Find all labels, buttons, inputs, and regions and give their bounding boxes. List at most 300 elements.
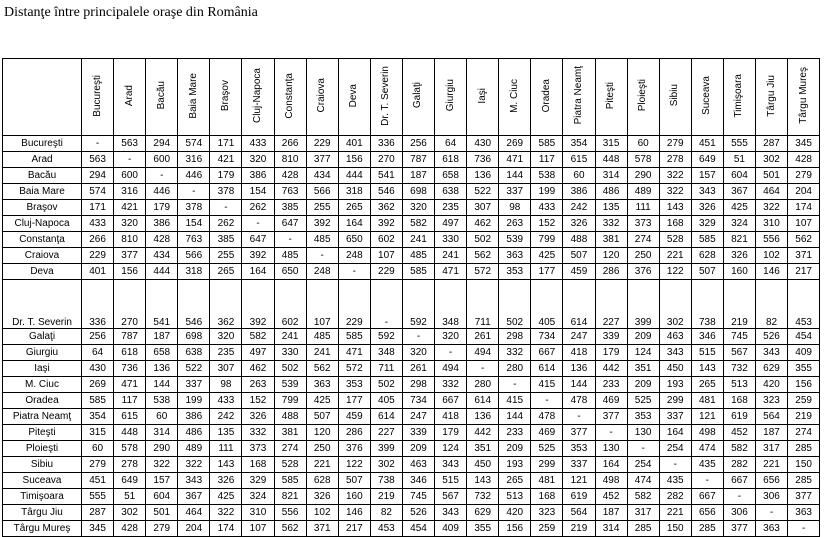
distance-cell: 425 — [723, 200, 755, 216]
distance-cell: 629 — [467, 505, 499, 521]
distance-cell: 562 — [788, 232, 820, 248]
distance-cell: 454 — [788, 329, 820, 345]
distance-cell: 152 — [531, 216, 563, 232]
distance-cell: - — [242, 216, 274, 232]
distance-cell: - — [788, 521, 820, 537]
distance-cell: 353 — [338, 377, 370, 393]
distance-cell: 392 — [242, 248, 274, 264]
distance-cell: 373 — [627, 216, 659, 232]
distance-cell: 174 — [210, 521, 242, 537]
row-header: Baia Mare — [3, 184, 82, 200]
distance-cell: 136 — [563, 361, 595, 377]
distance-cell: 526 — [755, 329, 787, 345]
distance-cell: 430 — [82, 361, 114, 377]
distance-cell: 647 — [242, 232, 274, 248]
distance-cell: 168 — [659, 216, 691, 232]
distance-cell: 329 — [691, 216, 723, 232]
distance-cell: 658 — [435, 168, 467, 184]
row-header: Sibiu — [3, 457, 82, 473]
distance-cell: 600 — [146, 152, 178, 168]
distance-cell: 563 — [114, 136, 146, 152]
distance-cell: 392 — [242, 280, 274, 329]
distance-cell: 602 — [274, 280, 306, 329]
distance-cell: 130 — [627, 425, 659, 441]
distance-cell: - — [82, 136, 114, 152]
distance-cell: 242 — [563, 200, 595, 216]
distance-cell: 363 — [499, 248, 531, 264]
distance-cell: 572 — [467, 264, 499, 280]
distance-cell: 698 — [402, 184, 434, 200]
distance-cell: 469 — [531, 425, 563, 441]
distance-cell: 566 — [178, 248, 210, 264]
distance-cell: 409 — [435, 521, 467, 537]
distance-cell: 502 — [274, 361, 306, 377]
distance-cell: 821 — [723, 232, 755, 248]
distance-cell: 135 — [595, 200, 627, 216]
distance-cell: - — [210, 200, 242, 216]
distance-cell: 415 — [531, 377, 563, 393]
table-row — [3, 168, 820, 184]
distance-cell: 227 — [370, 425, 402, 441]
distance-cell: 649 — [114, 473, 146, 489]
distance-cell: 107 — [788, 216, 820, 232]
distance-cell: 399 — [370, 441, 402, 457]
column-header-label: Sibiu — [669, 84, 681, 107]
distance-cell: 486 — [595, 184, 627, 200]
table-row — [3, 489, 820, 505]
distance-cell: 450 — [467, 457, 499, 473]
distance-cell: 157 — [146, 473, 178, 489]
row-header: M. Ciuc — [3, 377, 82, 393]
distance-cell: 428 — [788, 152, 820, 168]
distance-cell: 481 — [531, 473, 563, 489]
distance-cell: 444 — [146, 264, 178, 280]
distance-cell: 425 — [210, 489, 242, 505]
distance-cell: 452 — [723, 425, 755, 441]
distance-cell: 285 — [627, 521, 659, 537]
column-header — [210, 59, 242, 136]
distance-cell: 336 — [82, 280, 114, 329]
distance-cell: 122 — [659, 264, 691, 280]
distance-cell: 433 — [531, 200, 563, 216]
column-header-label: Galaţi — [412, 82, 424, 109]
distance-cell: 462 — [242, 361, 274, 377]
distance-cell: - — [467, 361, 499, 377]
table-row — [3, 280, 820, 329]
distance-cell: 82 — [370, 505, 402, 521]
distance-cell: 650 — [338, 232, 370, 248]
distance-cell: 373 — [242, 441, 274, 457]
distance-cell: 282 — [723, 457, 755, 473]
distance-cell: 763 — [274, 184, 306, 200]
distance-cell: 474 — [627, 473, 659, 489]
column-header-label: Ploieşti — [637, 79, 649, 112]
table-row — [3, 393, 820, 409]
row-header: Dr. T. Severin — [3, 280, 82, 329]
distance-cell: 453 — [788, 280, 820, 329]
distance-cell: 444 — [338, 168, 370, 184]
distance-cell: 471 — [338, 345, 370, 361]
distance-cell: 278 — [114, 457, 146, 473]
distance-cell: 287 — [755, 136, 787, 152]
distance-cell: 274 — [788, 425, 820, 441]
distance-cell: 143 — [659, 200, 691, 216]
distance-cell: 428 — [114, 521, 146, 537]
distance-cell: 199 — [178, 393, 210, 409]
distance-cell: 261 — [467, 329, 499, 345]
distance-cell: 647 — [274, 216, 306, 232]
distance-cell: 386 — [178, 409, 210, 425]
distance-cell: - — [370, 280, 402, 329]
distance-cell: 336 — [370, 136, 402, 152]
distance-cell: 254 — [659, 441, 691, 457]
distance-cell: 286 — [338, 425, 370, 441]
distance-cell: 315 — [595, 136, 627, 152]
distance-cell: 502 — [467, 232, 499, 248]
distance-cell: 339 — [402, 425, 434, 441]
table-row — [3, 361, 820, 377]
distance-cell: 618 — [114, 345, 146, 361]
distance-cell: 377 — [114, 248, 146, 264]
distance-cell: 326 — [563, 216, 595, 232]
distance-cell: 353 — [627, 409, 659, 425]
distance-cell: 286 — [595, 264, 627, 280]
distance-cell: 256 — [402, 136, 434, 152]
distance-cell: 585 — [82, 393, 114, 409]
distance-cell: 290 — [146, 441, 178, 457]
distance-cell: 362 — [370, 200, 402, 216]
distance-cell: 799 — [531, 232, 563, 248]
distance-cell: 420 — [755, 377, 787, 393]
distance-cell: 337 — [178, 377, 210, 393]
column-header — [338, 59, 370, 136]
distance-cell: 446 — [146, 184, 178, 200]
distance-cell: 381 — [595, 232, 627, 248]
distance-cell: 64 — [435, 136, 467, 152]
distance-cell: 150 — [788, 457, 820, 473]
distance-cell: 262 — [242, 200, 274, 216]
distance-cell: 143 — [691, 361, 723, 377]
table-row — [3, 441, 820, 457]
distance-cell: - — [755, 505, 787, 521]
distance-cell: 433 — [242, 136, 274, 152]
distance-cell: 136 — [467, 409, 499, 425]
distance-cell: 471 — [114, 377, 146, 393]
column-header-label: Târgu Jiu — [765, 74, 777, 117]
distance-cell: 254 — [627, 457, 659, 473]
distance-cell: 209 — [402, 441, 434, 457]
distance-cell: 763 — [178, 232, 210, 248]
distance-cell: 442 — [467, 425, 499, 441]
corner-cell — [3, 59, 82, 136]
distance-cell: 502 — [499, 280, 531, 329]
distance-cell: 420 — [499, 505, 531, 521]
row-header: Giurgiu — [3, 345, 82, 361]
column-header — [467, 59, 499, 136]
distance-cell: 60 — [146, 409, 178, 425]
distance-cell: 143 — [210, 457, 242, 473]
distance-cell: 562 — [306, 361, 338, 377]
distance-cell: - — [531, 393, 563, 409]
distance-cell: 556 — [755, 232, 787, 248]
distance-cell: 241 — [435, 248, 467, 264]
distance-cell: 171 — [210, 136, 242, 152]
distance-cell: 217 — [788, 264, 820, 280]
column-header — [627, 59, 659, 136]
distance-cell: 732 — [467, 489, 499, 505]
distance-cell: 451 — [82, 473, 114, 489]
table-row — [3, 505, 820, 521]
distance-cell: 738 — [370, 473, 402, 489]
distance-cell: 415 — [499, 393, 531, 409]
distance-cell: 522 — [467, 184, 499, 200]
distance-cell: 256 — [82, 329, 114, 345]
row-header: Târgu Mureş — [3, 521, 82, 537]
distance-cell: 221 — [659, 505, 691, 521]
distance-cell: 298 — [499, 329, 531, 345]
distance-cell: 229 — [370, 264, 402, 280]
distance-cell: 156 — [338, 152, 370, 168]
column-header-label: Cluj-Napoca — [252, 67, 264, 124]
distance-cell: 381 — [274, 425, 306, 441]
table-row — [3, 136, 820, 152]
distance-cell: 371 — [788, 248, 820, 264]
distance-cell: 376 — [627, 264, 659, 280]
distance-cell: 377 — [595, 409, 627, 425]
column-header-label: Piatra Neamţ — [572, 66, 584, 125]
column-header — [146, 59, 178, 136]
distance-cell: 471 — [499, 152, 531, 168]
distance-cell: 602 — [370, 232, 402, 248]
distance-cell: 306 — [755, 489, 787, 505]
distance-cell: 585 — [531, 136, 563, 152]
distance-cell: 459 — [338, 409, 370, 425]
distance-cell: 489 — [178, 441, 210, 457]
row-header: Oradea — [3, 393, 82, 409]
distance-cell: 355 — [467, 521, 499, 537]
distance-cell: 667 — [723, 473, 755, 489]
column-header — [563, 59, 595, 136]
distance-cell: 448 — [595, 152, 627, 168]
distance-cell: 485 — [306, 329, 338, 345]
distance-cell: 221 — [659, 248, 691, 264]
distance-cell: 287 — [82, 505, 114, 521]
distance-cell: 539 — [499, 232, 531, 248]
distance-cell: 526 — [402, 505, 434, 521]
distance-cell: 265 — [210, 264, 242, 280]
distance-cell: 629 — [755, 361, 787, 377]
distance-cell: 64 — [82, 345, 114, 361]
distance-cell: 428 — [274, 168, 306, 184]
distance-cell: 821 — [274, 489, 306, 505]
distance-cell: 585 — [338, 329, 370, 345]
distance-cell: 326 — [691, 200, 723, 216]
distance-cell: 353 — [563, 441, 595, 457]
distance-cell: 241 — [274, 329, 306, 345]
distance-cell: 322 — [178, 457, 210, 473]
table-row — [3, 457, 820, 473]
distance-cell: 430 — [467, 136, 499, 152]
row-header: Braşov — [3, 200, 82, 216]
column-header — [755, 59, 787, 136]
distance-cell: 507 — [306, 409, 338, 425]
distance-cell: 528 — [659, 232, 691, 248]
distance-cell: 247 — [402, 409, 434, 425]
distance-cell: 507 — [338, 473, 370, 489]
distance-cell: 219 — [370, 489, 402, 505]
distance-cell: 488 — [563, 232, 595, 248]
row-header: Bucureşti — [3, 136, 82, 152]
distance-cell: 107 — [242, 521, 274, 537]
distance-cell: 405 — [531, 280, 563, 329]
distance-cell: 515 — [435, 473, 467, 489]
distance-cell: 582 — [242, 329, 274, 345]
distance-cell: 255 — [306, 200, 338, 216]
distance-cell: 614 — [467, 393, 499, 409]
column-header — [435, 59, 467, 136]
column-header — [723, 59, 755, 136]
distance-cell: 326 — [723, 248, 755, 264]
distance-cell: 332 — [435, 377, 467, 393]
distance-cell: 121 — [691, 409, 723, 425]
distance-cell: 592 — [370, 329, 402, 345]
distance-cell: 314 — [595, 521, 627, 537]
distance-cell: 144 — [146, 377, 178, 393]
distance-cell: 318 — [178, 264, 210, 280]
distance-cell: 498 — [691, 425, 723, 441]
distance-cell: 562 — [467, 248, 499, 264]
distance-cell: 541 — [146, 280, 178, 329]
column-header — [114, 59, 146, 136]
distance-cell: 269 — [499, 136, 531, 152]
distance-cell: 298 — [402, 377, 434, 393]
distance-cell: 168 — [723, 393, 755, 409]
distance-cell: 555 — [82, 489, 114, 505]
distance-cell: 174 — [788, 200, 820, 216]
distance-cell: 592 — [402, 280, 434, 329]
distance-cell: 248 — [306, 264, 338, 280]
distance-cell: 122 — [338, 457, 370, 473]
distance-cell: 326 — [210, 473, 242, 489]
distance-cell: 453 — [370, 521, 402, 537]
distance-cell: 377 — [723, 521, 755, 537]
distance-cell: 317 — [755, 441, 787, 457]
distance-cell: 578 — [627, 152, 659, 168]
distance-cell: 314 — [595, 168, 627, 184]
row-header: Deva — [3, 264, 82, 280]
row-header: Craiova — [3, 248, 82, 264]
table-row — [3, 377, 820, 393]
distance-cell: 290 — [627, 168, 659, 184]
distance-cell: 227 — [595, 280, 627, 329]
distance-cell: 60 — [563, 168, 595, 184]
distance-cell: 219 — [723, 280, 755, 329]
distance-cell: 418 — [563, 345, 595, 361]
distance-cell: 233 — [595, 377, 627, 393]
distance-cell: 164 — [595, 457, 627, 473]
distance-cell: 585 — [274, 473, 306, 489]
distance-cell: 343 — [435, 457, 467, 473]
row-header: Piatra Neamţ — [3, 409, 82, 425]
distance-cell: 385 — [210, 232, 242, 248]
distance-cell: 582 — [402, 216, 434, 232]
column-header — [499, 59, 531, 136]
distance-cell: 418 — [435, 409, 467, 425]
distance-cell: 513 — [499, 489, 531, 505]
distance-cell: 320 — [402, 345, 434, 361]
distance-cell: 378 — [178, 200, 210, 216]
distance-cell: 367 — [723, 184, 755, 200]
distance-cell: 515 — [691, 345, 723, 361]
distance-cell: 546 — [370, 184, 402, 200]
distance-cell: 582 — [723, 441, 755, 457]
distance-cell: 150 — [659, 521, 691, 537]
distance-cell: 102 — [755, 248, 787, 264]
distance-cell: 528 — [274, 457, 306, 473]
distance-cell: 619 — [723, 409, 755, 425]
distance-cell: 409 — [788, 345, 820, 361]
distance-cell: 60 — [627, 136, 659, 152]
distance-cell: 332 — [595, 216, 627, 232]
table-row — [3, 425, 820, 441]
row-header: Iaşi — [3, 361, 82, 377]
distance-cell: 538 — [146, 393, 178, 409]
distance-cell: 343 — [178, 473, 210, 489]
distance-cell: 497 — [242, 345, 274, 361]
distance-cell: 193 — [659, 377, 691, 393]
row-header: Arad — [3, 152, 82, 168]
distance-cell: 250 — [306, 441, 338, 457]
distance-cell: 485 — [274, 248, 306, 264]
distance-cell: 316 — [114, 184, 146, 200]
distance-cell: 474 — [691, 441, 723, 457]
distance-cell: 478 — [563, 393, 595, 409]
distance-cell: 343 — [659, 345, 691, 361]
column-header-label: Bacău — [155, 81, 167, 110]
distance-cell: 481 — [691, 393, 723, 409]
distance-cell: - — [435, 345, 467, 361]
row-header: Bacău — [3, 168, 82, 184]
distance-cell: 144 — [499, 409, 531, 425]
distance-cell: 221 — [306, 457, 338, 473]
row-header: Suceava — [3, 473, 82, 489]
distance-cell: 563 — [82, 152, 114, 168]
distance-cell: 164 — [242, 264, 274, 280]
distance-cell: 282 — [659, 489, 691, 505]
distance-cell: 507 — [691, 264, 723, 280]
distance-cell: 454 — [402, 521, 434, 537]
distance-cell: 386 — [146, 216, 178, 232]
distance-cell: 615 — [563, 152, 595, 168]
table-row — [3, 184, 820, 200]
distance-cell: 164 — [659, 425, 691, 441]
distance-cell: 294 — [146, 136, 178, 152]
distance-cell: 433 — [210, 393, 242, 409]
column-header — [788, 59, 820, 136]
distance-cell: 446 — [178, 168, 210, 184]
distance-cell: 399 — [627, 280, 659, 329]
distance-cell: 810 — [114, 232, 146, 248]
distance-cell: 618 — [435, 152, 467, 168]
distance-cell: 351 — [467, 441, 499, 457]
distance-cell: 299 — [659, 393, 691, 409]
column-header-label: Constanţa — [284, 72, 296, 119]
distance-cell: - — [338, 264, 370, 280]
distance-cell: 164 — [338, 216, 370, 232]
distance-cell: 102 — [306, 505, 338, 521]
distance-cell: 485 — [402, 248, 434, 264]
distance-cell: 745 — [723, 329, 755, 345]
